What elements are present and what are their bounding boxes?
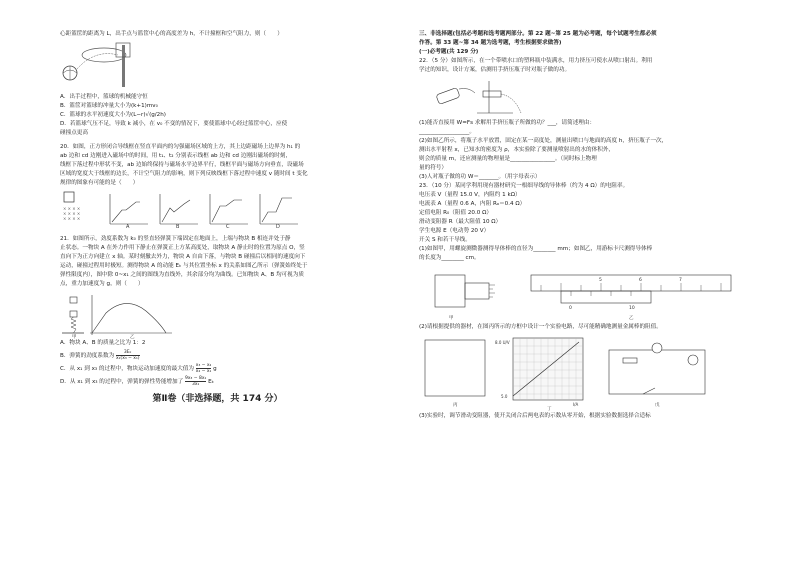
right-page bbox=[397, 0, 794, 562]
q23-line-6: 学生电源 E（电动势 20 V） bbox=[419, 228, 490, 234]
q21-d-suffix: Eₖ bbox=[208, 379, 214, 385]
required-title: (一)必考题(共 129 分) bbox=[419, 49, 479, 55]
q23-fig-yi-label: 乙 bbox=[629, 316, 634, 321]
q19-figure-area bbox=[60, 39, 375, 93]
q22-sub-2c: 则会的质量 m，还应测量的物理量是________________。（同时标上物理 bbox=[419, 156, 597, 162]
q21-line-6: 点，重力加速度为 g，则（ ） bbox=[60, 281, 144, 287]
q21-option-d-row bbox=[60, 376, 375, 387]
q23-fig-bing-label: 丙 bbox=[453, 403, 458, 408]
q19-option-d-cont: 碰撞点更高 bbox=[60, 130, 88, 136]
q21-d-num: 9x₃ − 8x₁ bbox=[185, 376, 207, 381]
q22-sub-2: (2)如图乙所示，将瓶子水平放置，固定在某一高度处，测量出喷口与地面的高度 h，挤压瓶子一次， bbox=[419, 138, 668, 144]
q23-line-8: (1)如图甲，用螺旋测微器测得导体棒的直径为________ mm；如图乙，用游标卡尺测得导体棒 bbox=[419, 246, 653, 252]
q20-option-a-label: A bbox=[126, 224, 130, 230]
q23-sub-3: (3)实验时，调节滑动变阻器，使开关闭合后两电表的示数从零开始，根据实验数据选择合适标 bbox=[419, 413, 651, 419]
graph-x-label: I/A bbox=[573, 402, 579, 407]
q20-line-5: 规律的图象有可能的是（ ） bbox=[60, 180, 139, 186]
q22-line-1: 22．（5 分）如图所示，在一个带喷水口的塑料瓶中装满水，用力挤压可使水从喷口射出。利用 bbox=[419, 58, 653, 64]
q20-line-1: 20．如图，正方形闭合导线框在竖直平面内的匀强磁场区域的上方，其上边距磁场上边界为 h₁ 的 bbox=[60, 144, 301, 150]
micrometer-and-caliper bbox=[431, 265, 761, 323]
q22-sub-3: (3)人对瓶子做的功 W＝_______。（用字母表示） bbox=[419, 174, 541, 180]
svg-text:× × × ×: × × × × bbox=[63, 216, 81, 221]
q19-option-a: A．出手过程中，篮球的机械能守恒 bbox=[60, 94, 148, 100]
q20-line-2: ab 边和 cd 边刚进入磁场中的时间，用 t₁、t₂ 分别表示线框 ab 边和 cd 边刚出磁场的时刻， bbox=[60, 153, 292, 159]
q20-line-4: 区域的宽度大于线框的边长，不计空气阻力的影响，则下列反映线框下落过程中速度 v 随时间 t 变化 bbox=[60, 171, 308, 177]
svg-text:× × × ×: × × × × bbox=[63, 206, 81, 211]
q19-option-b: B．篮筐对篮球的冲量大小为(k+1)mv₀ bbox=[60, 103, 158, 109]
q21-option-c: C．从 x₁ 到 x₃ 的过程中，物块运动加速度的最大值为 bbox=[60, 366, 194, 372]
q21-figures bbox=[60, 289, 375, 340]
q21-line-1: 21．如图所示，劲度系数为 k₀ 的竖直轻弹簧下端固定在地面上，上端与物块 B 相连并处于静 bbox=[60, 236, 291, 242]
graph-y-bottom-label: 5.0 bbox=[501, 394, 508, 399]
q22-bottle-figure bbox=[429, 77, 549, 117]
q19-option-c: C．篮球的水平初速度大小为(L−r)√(g/2h) bbox=[60, 112, 166, 118]
q21-c-suffix: g bbox=[213, 366, 217, 372]
q19-intro: 心距篮筐的距离为 L，出手点与篮筐中心的高度差为 h，不计撞框和空气阻力，则（ ） bbox=[60, 31, 283, 37]
basketball-figure bbox=[60, 41, 140, 91]
q21-option-b-formula bbox=[116, 350, 140, 361]
q21-option-a: A．物块 A、B 的质量之比为 1：2 bbox=[60, 340, 146, 346]
q20-option-d-label: D bbox=[276, 224, 280, 230]
q19-option-d: D．若篮球气压不足，导致 k 减小，在 v₀ 不变的情况下，要使篮球中心经过篮筐中心，应使 bbox=[60, 121, 288, 127]
caliper-number-6: 6 bbox=[639, 278, 642, 283]
q21-spring-and-graph bbox=[60, 291, 180, 340]
q22-sub-2d: 量的符号） bbox=[419, 165, 447, 171]
q20-option-c-label: C bbox=[226, 224, 230, 230]
svg-text:× × × ×: × × × × bbox=[63, 211, 81, 216]
q21-option-c-row bbox=[60, 363, 375, 374]
q20-graphs bbox=[60, 188, 375, 230]
q22-sub-2b: 测出水平射程 x，已知水的密度为 ρ，本实验除了要测量喷射出的水的体积外， bbox=[419, 147, 615, 153]
q23-line-3: 电流表 A（量程 0.6 A，内阻 Rₐ＝0.4 Ω） bbox=[419, 201, 526, 207]
q21-d-den: 3x₁ bbox=[191, 382, 200, 387]
q22-figures bbox=[419, 75, 766, 119]
q21-fig-jia-label: 甲 bbox=[72, 335, 77, 340]
section3-line-2: 作答。第 33 题~第 34 题为选考题，考生根据要求做答) bbox=[419, 40, 562, 46]
q20-line-3: 线框下落过程中形状不变，ab 边始终保持与磁场水平边界平行，线框平面与磁场方向垂直，设磁场 bbox=[60, 162, 304, 168]
q23-circuit-figures bbox=[419, 332, 766, 412]
q21-line-2: 止状态。一物块 A 在外力作用下静止在弹簧正上方某高度处，取物块 A 静止时的位置为原点 O，竖 bbox=[60, 245, 305, 251]
q23-line-9: 的长度为________ cm。 bbox=[419, 255, 480, 261]
q22-sub-1: (1)能否直接用 W=Fs 求解用手挤压瓶子所做的功？___，请简述理由： bbox=[419, 120, 596, 126]
q23-sub-2: (2)请根据提供的器材，在图丙所示的方框中设计一个实验电路，尽可能精确地测量金属棒的阻值。 bbox=[419, 324, 662, 330]
q21-option-b: B．弹簧的劲度系数为 bbox=[60, 353, 115, 359]
q21-c-den: x₂ − x₁ bbox=[195, 369, 212, 374]
q21-option-b-row bbox=[60, 350, 375, 361]
q23-line-2: 电压表 V（量程 15.0 V，内阻约 1 kΩ） bbox=[419, 192, 521, 198]
graph-y-top-label: 8.0 U/V bbox=[495, 340, 510, 345]
q21-option-d-formula bbox=[185, 376, 206, 387]
caliper-number-7: 7 bbox=[679, 278, 682, 283]
q21-line-5: 弹性限度内），图中除 0~x₁ 之间的图线为直线外，其余部分均为曲线。已知物块 A、B 均可视为质 bbox=[60, 272, 304, 278]
q21-b-den: x₁(x₃ − x₁) bbox=[115, 356, 140, 361]
q23-box-graph-circuit bbox=[423, 334, 763, 412]
q21-fig-yi-label: 乙 bbox=[130, 335, 135, 340]
q23-fig-wu-label: 戊 bbox=[655, 403, 660, 408]
q21-option-d: D．从 x₁ 到 x₃ 的过程中，弹簧的弹性势能增加了 bbox=[60, 379, 184, 385]
q22-line-2: 学过的知识，设计方案，估测用手挤压瓶子时对瓶子做的功。 bbox=[419, 67, 571, 73]
part2-title: 第Ⅱ卷（非选择题，共 174 分） bbox=[152, 394, 283, 404]
q23-line-5: 滑动变阻器 R（最大阻值 10 Ω） bbox=[419, 219, 502, 225]
q23-fig-jia-label: 甲 bbox=[449, 316, 454, 321]
caliper-number-5: 5 bbox=[599, 278, 602, 283]
q23-line-7: 开关 S 和若干导线。 bbox=[419, 237, 471, 243]
q20-options-figure bbox=[60, 190, 360, 228]
q21-line-3: 直向下为正方向建立 x 轴。某时刻撤去外力，物块 A 自由下落，与物块 B 碰撞后以相同的速度向下 bbox=[60, 254, 306, 260]
q21-option-c-formula bbox=[196, 363, 212, 374]
q23-instrument-figures bbox=[419, 263, 766, 323]
q23-line-4: 定值电阻 R₀（阻值 20.0 Ω） bbox=[419, 210, 492, 216]
caliper-number-0: 0 bbox=[569, 306, 572, 311]
q20-option-b-label: B bbox=[176, 224, 180, 230]
q21-b-num: 3Eₖ bbox=[116, 350, 140, 356]
q22-sub-1b: __________________。 bbox=[419, 129, 475, 135]
q23-line-1: 23．（10 分）某同学利用现有器材研究一根细导线的导体棒（约为 4 Ω）的电阻率。 bbox=[419, 183, 629, 189]
q21-line-4: 运动，碰撞过程用时极短。测得物块 A 的动能 Eₖ 与其位置坐标 x 的关系如图乙所示（弹簧始终处于 bbox=[60, 263, 308, 269]
section3-line-1: 三、非选择题(包括必考题和选考题两部分。第 22 题~第 25 题为必考题，每个试题考生都必须 bbox=[419, 31, 657, 37]
q21-c-num: x₃ − x₂ bbox=[195, 363, 212, 368]
q23-fig-ding-label: 丁 bbox=[547, 407, 552, 412]
caliper-number-10: 10 bbox=[629, 306, 635, 311]
